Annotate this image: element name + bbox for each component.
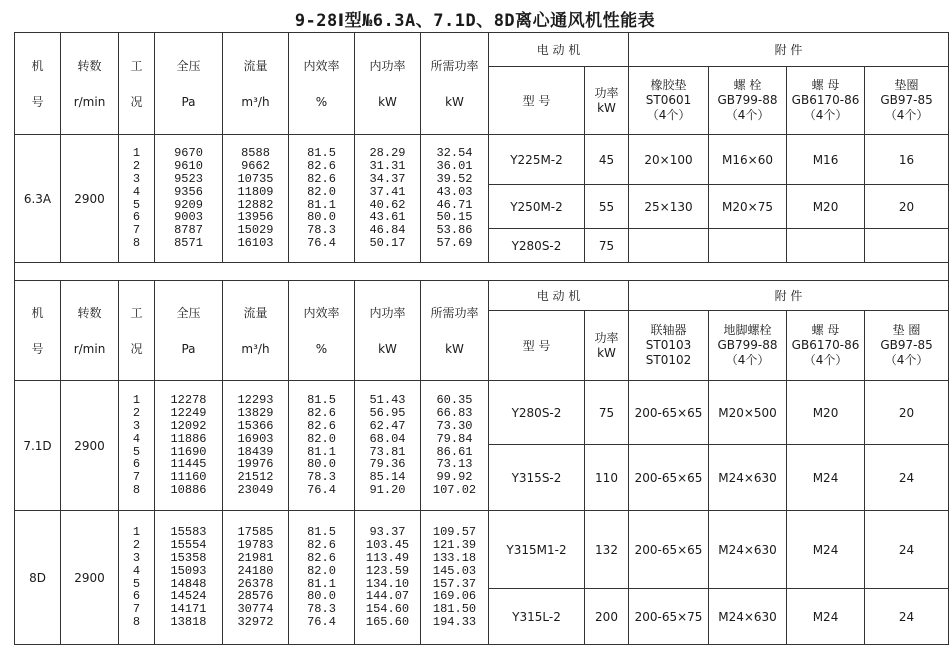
- acc4-value: 16: [865, 135, 949, 185]
- motor-power: 75: [585, 229, 629, 263]
- acc2-value: M20×500: [709, 381, 787, 445]
- acc3-value: M16: [787, 135, 865, 185]
- acc4-value: 24: [865, 589, 949, 645]
- acc2-value: M24×630: [709, 511, 787, 589]
- acc2-value: M24×630: [709, 445, 787, 511]
- header-motor: 电 动 机: [489, 33, 629, 67]
- efficiency-list: 81.5 82.6 82.6 82.0 81.1 80.0 78.3 76.4: [289, 511, 355, 645]
- acc3-value: M24: [787, 511, 865, 589]
- header-acc4: 垫 圈 GB97-85 （4个）: [865, 311, 949, 381]
- acc1-value: 200-65×65: [629, 445, 709, 511]
- motor-power: 55: [585, 185, 629, 229]
- condition-list: 1 2 3 4 5 6 7 8: [119, 381, 155, 511]
- header-acc2: 地脚螺栓 GB799-88 （4个）: [709, 311, 787, 381]
- acc4-value: 20: [865, 185, 949, 229]
- header-internal-power: 内功率 kW: [355, 33, 421, 135]
- acc1-value: [629, 229, 709, 263]
- acc3-value: M24: [787, 589, 865, 645]
- machine-no: 8D: [15, 511, 61, 645]
- acc4-value: 20: [865, 381, 949, 445]
- header-machine-no: 机 号: [15, 33, 61, 135]
- header-row-2a: [15, 281, 949, 311]
- motor-model: Y225M-2: [489, 135, 585, 185]
- header-flow: 流量 m³/h: [223, 281, 289, 381]
- motor-model: Y280S-2: [489, 229, 585, 263]
- flow-list: 17585 19783 21981 24180 26378 28576 30774 32972: [223, 511, 289, 645]
- header-acc1: 联轴器 ST0103 ST0102: [629, 311, 709, 381]
- header-condition: 工 况: [119, 33, 155, 135]
- pressure-list: 12278 12249 12092 11886 11690 11445 11160 10886: [155, 381, 223, 511]
- header-required-power: 所需功率 kW: [421, 281, 489, 381]
- section-gap: [15, 263, 949, 281]
- acc3-value: M20: [787, 185, 865, 229]
- acc2-value: M16×60: [709, 135, 787, 185]
- machine-no: 6.3A: [15, 135, 61, 263]
- internal-power-list: 51.43 56.95 62.47 68.04 73.81 79.36 85.14 91.20: [355, 381, 421, 511]
- header-acc3: 螺 母 GB6170-86 （4个）: [787, 311, 865, 381]
- acc1-value: 20×100: [629, 135, 709, 185]
- acc4-value: 24: [865, 511, 949, 589]
- efficiency-list: 81.5 82.6 82.6 82.0 81.1 80.0 78.3 76.4: [289, 135, 355, 263]
- motor-power: 132: [585, 511, 629, 589]
- motor-model: Y280S-2: [489, 381, 585, 445]
- acc2-value: M20×75: [709, 185, 787, 229]
- required-power-list: 32.54 36.01 39.52 43.03 46.71 50.15 53.86 57.69: [421, 135, 489, 263]
- group-row: [15, 511, 949, 589]
- acc3-value: M20: [787, 381, 865, 445]
- motor-model: Y315L-2: [489, 589, 585, 645]
- header-required-power: 所需功率 kW: [421, 33, 489, 135]
- header-total-pressure: 全压 Pa: [155, 33, 223, 135]
- header-row-1a: [15, 33, 949, 67]
- header-motor-power: 功率 kW: [585, 311, 629, 381]
- motor-model: Y250M-2: [489, 185, 585, 229]
- acc3-value: M24: [787, 445, 865, 511]
- header-accessories: 附 件: [629, 281, 949, 311]
- motor-model: Y315M1-2: [489, 511, 585, 589]
- acc1-value: 25×130: [629, 185, 709, 229]
- internal-power-list: 28.29 31.31 34.37 37.41 40.62 43.61 46.84 50.17: [355, 135, 421, 263]
- header-internal-power: 内功率 kW: [355, 281, 421, 381]
- motor-power: 200: [585, 589, 629, 645]
- header-motor: 电 动 机: [489, 281, 629, 311]
- acc1-value: 200-65×65: [629, 511, 709, 589]
- speed: 2900: [61, 135, 119, 263]
- motor-power: 110: [585, 445, 629, 511]
- header-accessories: 附 件: [629, 33, 949, 67]
- required-power-list: 60.35 66.83 73.30 79.84 86.61 73.13 99.92 107.02: [421, 381, 489, 511]
- acc4-value: 24: [865, 445, 949, 511]
- header-total-pressure: 全压 Pa: [155, 281, 223, 381]
- acc2-value: M24×630: [709, 589, 787, 645]
- acc3-value: [787, 229, 865, 263]
- efficiency-list: 81.5 82.6 82.6 82.0 81.1 80.0 78.3 76.4: [289, 381, 355, 511]
- performance-table: [14, 32, 949, 645]
- acc1-value: 200-65×75: [629, 589, 709, 645]
- page-title: 9-28Ⅰ型№6.3A、7.1D、8D离心通风机性能表: [294, 11, 656, 31]
- flow-list: 12293 13829 15366 16903 18439 19976 21512 23049: [223, 381, 289, 511]
- header-machine-no: 机 号: [15, 281, 61, 381]
- header-acc3: 螺 母 GB6170-86 （4个）: [787, 67, 865, 135]
- header-acc2: 螺 栓 GB799-88 （4个）: [709, 67, 787, 135]
- flow-list: 8588 9662 10735 11809 12882 13956 15029 16103: [223, 135, 289, 263]
- group-row: [15, 135, 949, 185]
- condition-list: 1 2 3 4 5 6 7 8: [119, 135, 155, 263]
- header-condition: 工 况: [119, 281, 155, 381]
- motor-power: 45: [585, 135, 629, 185]
- machine-no: 7.1D: [15, 381, 61, 511]
- header-flow: 流量 m³/h: [223, 33, 289, 135]
- header-motor-model: 型 号: [489, 311, 585, 381]
- acc2-value: [709, 229, 787, 263]
- header-speed: 转数 r/min: [61, 33, 119, 135]
- required-power-list: 109.57 121.39 133.18 145.03 157.37 169.06 181.50 194.33: [421, 511, 489, 645]
- motor-power: 75: [585, 381, 629, 445]
- header-motor-power: 功率 kW: [585, 67, 629, 135]
- acc1-value: 200-65×65: [629, 381, 709, 445]
- header-speed: 转数 r/min: [61, 281, 119, 381]
- pressure-list: 9670 9610 9523 9356 9209 9003 8787 8571: [155, 135, 223, 263]
- header-acc1: 橡胶垫 ST0601 （4个）: [629, 67, 709, 135]
- motor-model: Y315S-2: [489, 445, 585, 511]
- header-internal-efficiency: 内效率 %: [289, 281, 355, 381]
- group-row: [15, 381, 949, 445]
- acc4-value: [865, 229, 949, 263]
- section-gap-cell: [15, 263, 949, 281]
- header-motor-model: 型 号: [489, 67, 585, 135]
- speed: 2900: [61, 511, 119, 645]
- internal-power-list: 93.37 103.45 113.49 123.59 134.10 144.07 154.60 165.60: [355, 511, 421, 645]
- condition-list: 1 2 3 4 5 6 7 8: [119, 511, 155, 645]
- header-acc4: 垫圈 GB97-85 （4个）: [865, 67, 949, 135]
- pressure-list: 15583 15554 15358 15093 14848 14524 14171 13818: [155, 511, 223, 645]
- speed: 2900: [61, 381, 119, 511]
- header-internal-efficiency: 内效率 %: [289, 33, 355, 135]
